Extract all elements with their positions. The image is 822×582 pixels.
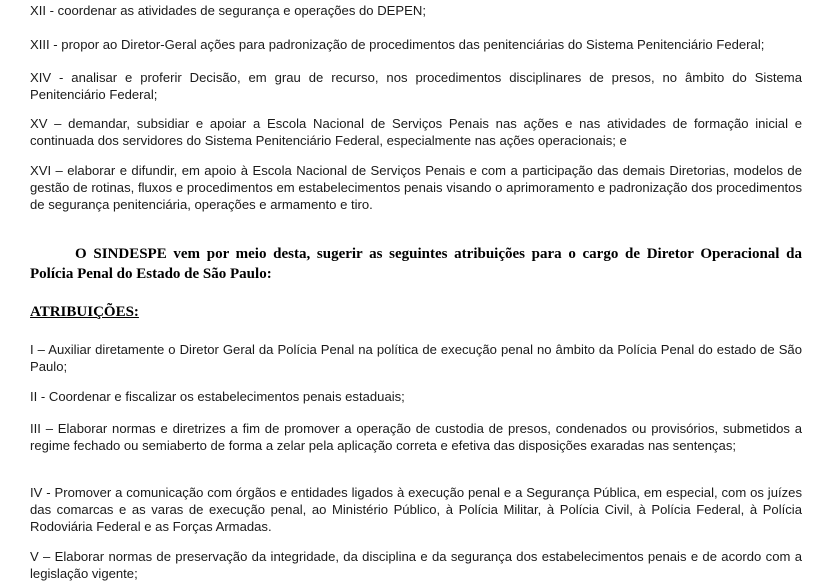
- depen-item-xvi: XVI – elaborar e difundir, em apoio à Escola Nacional de Serviços Penais e com a participação das demais Diretorias, modelos de gestão de rotinas, fluxos e procedimentos em estabelecimentos penais visando o aprimoramento e padronização dos procedimentos de segurança penitenciária, operações e armamento e tiro.: [30, 163, 802, 212]
- attribution-item-ii: II - Coordenar e fiscalizar os estabelecimentos penais estaduais;: [30, 389, 405, 404]
- depen-item-xii: XII - coordenar as atividades de segurança e operações do DEPEN;: [30, 3, 426, 18]
- depen-item-xiii: XIII - propor ao Diretor-Geral ações para padronização de procedimentos das penitenciárias do Sistema Penitenciário Federal;: [30, 37, 765, 52]
- attribution-item-iv: IV - Promover a comunicação com órgãos e entidades ligados à execução penal e a Segurança Pública, em especial, com os juízes das comarcas e as varas de execução penal, ao Ministério Público, à Polícia Militar, à Polícia Civil, à Polícia Federal, à Polícia Rodoviária Federal e as Forças Armadas.: [30, 485, 802, 534]
- attribution-item-iii: III – Elaborar normas e diretrizes a fim de promover a operação de custodia de presos, condenados ou provisórios, submetidos a regime fechado ou semiaberto de forma a zelar pela aplicação correta e efetiva das disposições exaradas nas sentenças;: [30, 421, 802, 453]
- depen-item-xv: XV – demandar, subsidiar e apoiar a Escola Nacional de Serviços Penais nas ações e nas atividades de formação inicial e continuada dos servidores do Sistema Penitenciário Federal, especialmente nas ações operacionais; e: [30, 116, 802, 148]
- attributions-heading-text: ATRIBUIÇÕES:: [30, 304, 139, 320]
- sindespe-intro: O SINDESPE vem por meio desta, sugerir as seguintes atribuições para o cargo de Diretor Operacional da Polícia Penal do Estado de São Paulo:: [30, 246, 802, 282]
- attribution-item-v: V – Elaborar normas de preservação da integridade, da disciplina e da segurança dos estabelecimentos penais e de acordo com a legislação vigente;: [30, 549, 802, 581]
- attributions-heading: [30, 302, 139, 322]
- attribution-item-i: I – Auxiliar diretamente o Diretor Geral da Polícia Penal na política de execução penal no âmbito da Polícia Penal do estado de São Paulo;: [30, 342, 802, 374]
- depen-item-xiv: XIV - analisar e proferir Decisão, em grau de recurso, nos procedimentos disciplinares de presos, no âmbito do Sistema Penitenciário Federal;: [30, 70, 802, 102]
